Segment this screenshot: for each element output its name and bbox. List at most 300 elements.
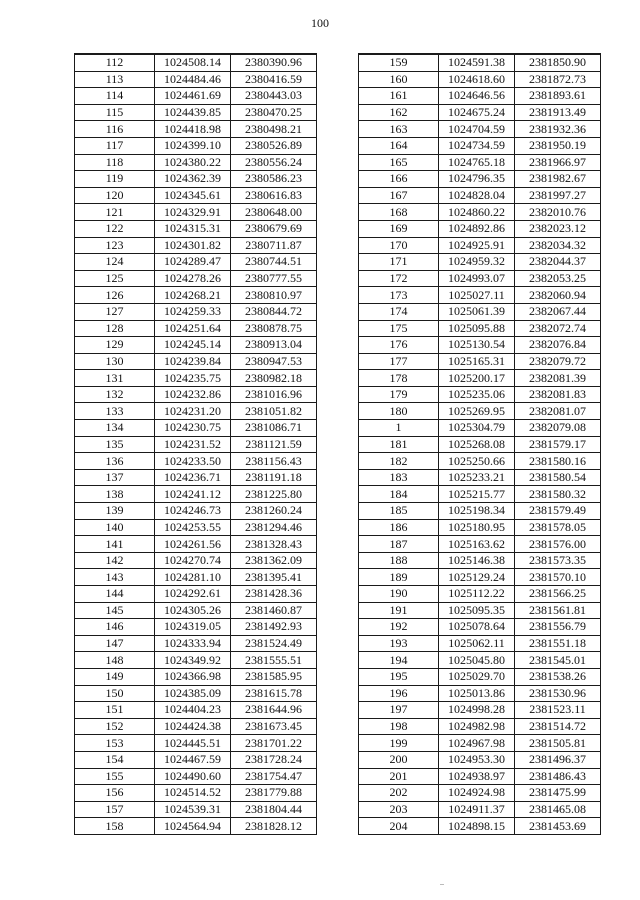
y-coordinate-cell: 2380586.23 <box>231 171 317 188</box>
table-row <box>75 353 317 370</box>
x-coordinate-cell: 1024230.75 <box>155 420 231 437</box>
table-row <box>359 536 601 553</box>
x-coordinate-cell: 1024938.97 <box>439 768 515 785</box>
point-number-cell: 204 <box>359 818 439 835</box>
table-row <box>359 486 601 503</box>
y-coordinate-cell: 2382023.12 <box>515 220 601 237</box>
table-row <box>359 569 601 586</box>
point-number-cell: 128 <box>75 320 155 337</box>
y-coordinate-cell: 2382044.37 <box>515 254 601 271</box>
point-number-cell: 180 <box>359 403 439 420</box>
x-coordinate-cell: 1025163.62 <box>439 536 515 553</box>
table-row <box>75 586 317 603</box>
point-number-cell: 140 <box>75 519 155 536</box>
y-coordinate-cell: 2381121.59 <box>231 436 317 453</box>
y-coordinate-cell: 2381728.24 <box>231 751 317 768</box>
x-coordinate-cell: 1024646.56 <box>439 88 515 105</box>
x-coordinate-cell: 1024484.46 <box>155 71 231 88</box>
y-coordinate-cell: 2381496.37 <box>515 751 601 768</box>
point-number-cell: 127 <box>75 303 155 320</box>
point-number-cell: 112 <box>75 54 155 71</box>
table-row <box>75 386 317 403</box>
x-coordinate-cell: 1024289.47 <box>155 254 231 271</box>
y-coordinate-cell: 2382067.44 <box>515 303 601 320</box>
point-number-cell: 172 <box>359 270 439 287</box>
x-coordinate-cell: 1024953.30 <box>439 751 515 768</box>
x-coordinate-cell: 1024231.20 <box>155 403 231 420</box>
table-row <box>359 88 601 105</box>
y-coordinate-cell: 2381524.49 <box>231 635 317 652</box>
x-coordinate-cell: 1024385.09 <box>155 685 231 702</box>
table-row <box>75 204 317 221</box>
point-number-cell: 195 <box>359 668 439 685</box>
table-row <box>359 735 601 752</box>
x-coordinate-cell: 1024439.85 <box>155 104 231 121</box>
point-number-cell: 1 <box>359 420 439 437</box>
y-coordinate-cell: 2381523.11 <box>515 702 601 719</box>
x-coordinate-cell: 1024467.59 <box>155 751 231 768</box>
y-coordinate-cell: 2382081.39 <box>515 370 601 387</box>
y-coordinate-cell: 2382076.84 <box>515 337 601 354</box>
table-row <box>75 104 317 121</box>
table-row <box>75 370 317 387</box>
point-number-cell: 147 <box>75 635 155 652</box>
y-coordinate-cell: 2381580.32 <box>515 486 601 503</box>
point-number-cell: 139 <box>75 503 155 520</box>
point-number-cell: 126 <box>75 287 155 304</box>
table-row <box>75 254 317 271</box>
point-number-cell: 132 <box>75 386 155 403</box>
point-number-cell: 187 <box>359 536 439 553</box>
point-number-cell: 175 <box>359 320 439 337</box>
y-coordinate-cell: 2381893.61 <box>515 88 601 105</box>
table-row <box>75 685 317 702</box>
y-coordinate-cell: 2381615.78 <box>231 685 317 702</box>
point-number-cell: 153 <box>75 735 155 752</box>
point-number-cell: 182 <box>359 453 439 470</box>
x-coordinate-cell: 1024349.92 <box>155 652 231 669</box>
table-row <box>359 453 601 470</box>
point-number-cell: 145 <box>75 602 155 619</box>
point-number-cell: 116 <box>75 121 155 138</box>
y-coordinate-cell: 2381573.35 <box>515 552 601 569</box>
x-coordinate-cell: 1024675.24 <box>439 104 515 121</box>
point-number-cell: 185 <box>359 503 439 520</box>
point-number-cell: 123 <box>75 237 155 254</box>
table-row <box>359 303 601 320</box>
y-coordinate-cell: 2381530.96 <box>515 685 601 702</box>
y-coordinate-cell: 2381580.54 <box>515 469 601 486</box>
x-coordinate-cell: 1024993.07 <box>439 270 515 287</box>
x-coordinate-cell: 1024233.50 <box>155 453 231 470</box>
y-coordinate-cell: 2381016.96 <box>231 386 317 403</box>
x-coordinate-cell: 1024236.71 <box>155 469 231 486</box>
y-coordinate-cell: 2381475.99 <box>515 785 601 802</box>
table-row <box>359 220 601 237</box>
table-row <box>359 403 601 420</box>
table-row <box>75 54 317 71</box>
x-coordinate-cell: 1024445.51 <box>155 735 231 752</box>
x-coordinate-cell: 1025215.77 <box>439 486 515 503</box>
point-number-cell: 202 <box>359 785 439 802</box>
y-coordinate-cell: 2381570.10 <box>515 569 601 586</box>
x-coordinate-cell: 1024967.98 <box>439 735 515 752</box>
x-coordinate-cell: 1024245.14 <box>155 337 231 354</box>
y-coordinate-cell: 2381051.82 <box>231 403 317 420</box>
point-number-cell: 144 <box>75 586 155 603</box>
y-coordinate-cell: 2381850.90 <box>515 54 601 71</box>
x-coordinate-cell: 1025013.86 <box>439 685 515 702</box>
point-number-cell: 197 <box>359 702 439 719</box>
table-row <box>75 552 317 569</box>
point-number-cell: 192 <box>359 619 439 636</box>
y-coordinate-cell: 2380443.03 <box>231 88 317 105</box>
y-coordinate-cell: 2381260.24 <box>231 503 317 520</box>
table-row <box>75 270 317 287</box>
y-coordinate-cell: 2381505.81 <box>515 735 601 752</box>
point-number-cell: 149 <box>75 668 155 685</box>
table-row <box>359 204 601 221</box>
point-number-cell: 130 <box>75 353 155 370</box>
x-coordinate-cell: 1025062.11 <box>439 635 515 652</box>
scan-artifact <box>440 884 444 885</box>
table-row <box>359 353 601 370</box>
x-coordinate-cell: 1024251.64 <box>155 320 231 337</box>
y-coordinate-cell: 2382079.08 <box>515 420 601 437</box>
table-row <box>75 187 317 204</box>
table-row <box>359 785 601 802</box>
table-row <box>359 337 601 354</box>
table-row <box>75 702 317 719</box>
y-coordinate-cell: 2380711.87 <box>231 237 317 254</box>
point-number-cell: 133 <box>75 403 155 420</box>
y-coordinate-cell: 2381566.25 <box>515 586 601 603</box>
coordinates-table-right <box>358 53 601 835</box>
point-number-cell: 113 <box>75 71 155 88</box>
table-row <box>75 519 317 536</box>
point-number-cell: 173 <box>359 287 439 304</box>
y-coordinate-cell: 2382079.72 <box>515 353 601 370</box>
point-number-cell: 150 <box>75 685 155 702</box>
point-number-cell: 119 <box>75 171 155 188</box>
table-row <box>359 586 601 603</box>
x-coordinate-cell: 1024424.38 <box>155 718 231 735</box>
table-row <box>359 137 601 154</box>
x-coordinate-cell: 1024253.55 <box>155 519 231 536</box>
table-row <box>75 287 317 304</box>
point-number-cell: 188 <box>359 552 439 569</box>
y-coordinate-cell: 2381578.05 <box>515 519 601 536</box>
y-coordinate-cell: 2380498.21 <box>231 121 317 138</box>
table-row <box>359 104 601 121</box>
coordinates-table-left <box>74 53 317 835</box>
table-row <box>359 270 601 287</box>
x-coordinate-cell: 1024231.52 <box>155 436 231 453</box>
x-coordinate-cell: 1024564.94 <box>155 818 231 835</box>
point-number-cell: 136 <box>75 453 155 470</box>
table-row <box>75 486 317 503</box>
point-number-cell: 186 <box>359 519 439 536</box>
x-coordinate-cell: 1024315.31 <box>155 220 231 237</box>
x-coordinate-cell: 1024239.84 <box>155 353 231 370</box>
x-coordinate-cell: 1024281.10 <box>155 569 231 586</box>
point-number-cell: 160 <box>359 71 439 88</box>
y-coordinate-cell: 2381453.69 <box>515 818 601 835</box>
point-number-cell: 199 <box>359 735 439 752</box>
x-coordinate-cell: 1024246.73 <box>155 503 231 520</box>
point-number-cell: 117 <box>75 137 155 154</box>
table-row <box>75 71 317 88</box>
y-coordinate-cell: 2382072.74 <box>515 320 601 337</box>
y-coordinate-cell: 2380616.83 <box>231 187 317 204</box>
point-number-cell: 151 <box>75 702 155 719</box>
y-coordinate-cell: 2381556.79 <box>515 619 601 636</box>
x-coordinate-cell: 1025146.38 <box>439 552 515 569</box>
y-coordinate-cell: 2382060.94 <box>515 287 601 304</box>
table-row <box>75 171 317 188</box>
x-coordinate-cell: 1024235.75 <box>155 370 231 387</box>
point-number-cell: 141 <box>75 536 155 553</box>
table-row <box>75 668 317 685</box>
y-coordinate-cell: 2380947.53 <box>231 353 317 370</box>
y-coordinate-cell: 2381545.01 <box>515 652 601 669</box>
table-row <box>75 619 317 636</box>
x-coordinate-cell: 1025095.88 <box>439 320 515 337</box>
x-coordinate-cell: 1025304.79 <box>439 420 515 437</box>
y-coordinate-cell: 2381156.43 <box>231 453 317 470</box>
table-row <box>75 503 317 520</box>
x-coordinate-cell: 1024292.61 <box>155 586 231 603</box>
x-coordinate-cell: 1025269.95 <box>439 403 515 420</box>
point-number-cell: 190 <box>359 586 439 603</box>
table-row <box>75 469 317 486</box>
x-coordinate-cell: 1024461.69 <box>155 88 231 105</box>
x-coordinate-cell: 1024270.74 <box>155 552 231 569</box>
point-number-cell: 120 <box>75 187 155 204</box>
point-number-cell: 169 <box>359 220 439 237</box>
x-coordinate-cell: 1025180.95 <box>439 519 515 536</box>
x-coordinate-cell: 1024278.26 <box>155 270 231 287</box>
table-row <box>75 635 317 652</box>
y-coordinate-cell: 2381294.46 <box>231 519 317 536</box>
table-row <box>359 702 601 719</box>
point-number-cell: 179 <box>359 386 439 403</box>
x-coordinate-cell: 1024514.52 <box>155 785 231 802</box>
table-row <box>359 54 601 71</box>
point-number-cell: 166 <box>359 171 439 188</box>
table-row <box>75 237 317 254</box>
table-row <box>359 519 601 536</box>
x-coordinate-cell: 1024301.82 <box>155 237 231 254</box>
y-coordinate-cell: 2382034.32 <box>515 237 601 254</box>
table-row <box>359 320 601 337</box>
point-number-cell: 135 <box>75 436 155 453</box>
y-coordinate-cell: 2380982.18 <box>231 370 317 387</box>
y-coordinate-cell: 2381913.49 <box>515 104 601 121</box>
x-coordinate-cell: 1024418.98 <box>155 121 231 138</box>
table-row <box>75 602 317 619</box>
x-coordinate-cell: 1024362.39 <box>155 171 231 188</box>
y-coordinate-cell: 2381551.18 <box>515 635 601 652</box>
y-coordinate-cell: 2380390.96 <box>231 54 317 71</box>
table-row <box>359 635 601 652</box>
x-coordinate-cell: 1024591.38 <box>439 54 515 71</box>
table-row <box>359 469 601 486</box>
point-number-cell: 178 <box>359 370 439 387</box>
x-coordinate-cell: 1024765.18 <box>439 154 515 171</box>
point-number-cell: 138 <box>75 486 155 503</box>
x-coordinate-cell: 1024959.32 <box>439 254 515 271</box>
x-coordinate-cell: 1025200.17 <box>439 370 515 387</box>
point-number-cell: 170 <box>359 237 439 254</box>
y-coordinate-cell: 2380526.89 <box>231 137 317 154</box>
table-row <box>359 121 601 138</box>
point-number-cell: 193 <box>359 635 439 652</box>
page-number: 100 <box>311 16 329 30</box>
x-coordinate-cell: 1024828.04 <box>439 187 515 204</box>
table-row <box>359 801 601 818</box>
point-number-cell: 152 <box>75 718 155 735</box>
table-row <box>75 818 317 835</box>
table-row <box>75 436 317 453</box>
table-row <box>359 237 601 254</box>
y-coordinate-cell: 2381754.47 <box>231 768 317 785</box>
y-coordinate-cell: 2380648.00 <box>231 204 317 221</box>
table-row <box>75 121 317 138</box>
point-number-cell: 124 <box>75 254 155 271</box>
point-number-cell: 165 <box>359 154 439 171</box>
point-number-cell: 156 <box>75 785 155 802</box>
y-coordinate-cell: 2381465.08 <box>515 801 601 818</box>
y-coordinate-cell: 2381492.93 <box>231 619 317 636</box>
point-number-cell: 137 <box>75 469 155 486</box>
table-row <box>75 768 317 785</box>
table-row <box>359 154 601 171</box>
point-number-cell: 115 <box>75 104 155 121</box>
point-number-cell: 174 <box>359 303 439 320</box>
point-number-cell: 121 <box>75 204 155 221</box>
x-coordinate-cell: 1024366.98 <box>155 668 231 685</box>
x-coordinate-cell: 1025198.34 <box>439 503 515 520</box>
y-coordinate-cell: 2382010.76 <box>515 204 601 221</box>
x-coordinate-cell: 1024892.86 <box>439 220 515 237</box>
y-coordinate-cell: 2380913.04 <box>231 337 317 354</box>
table-row <box>359 187 601 204</box>
y-coordinate-cell: 2381585.95 <box>231 668 317 685</box>
x-coordinate-cell: 1025078.64 <box>439 619 515 636</box>
x-coordinate-cell: 1024924.98 <box>439 785 515 802</box>
x-coordinate-cell: 1024898.15 <box>439 818 515 835</box>
point-number-cell: 154 <box>75 751 155 768</box>
table-row <box>359 254 601 271</box>
table-row <box>75 453 317 470</box>
point-number-cell: 194 <box>359 652 439 669</box>
table-row <box>359 420 601 437</box>
point-number-cell: 200 <box>359 751 439 768</box>
x-coordinate-cell: 1025235.06 <box>439 386 515 403</box>
table-row <box>75 569 317 586</box>
table-row <box>359 652 601 669</box>
x-coordinate-cell: 1024704.59 <box>439 121 515 138</box>
y-coordinate-cell: 2380416.59 <box>231 71 317 88</box>
point-number-cell: 162 <box>359 104 439 121</box>
point-number-cell: 196 <box>359 685 439 702</box>
x-coordinate-cell: 1024319.05 <box>155 619 231 636</box>
x-coordinate-cell: 1024261.56 <box>155 536 231 553</box>
x-coordinate-cell: 1024925.91 <box>439 237 515 254</box>
table-row <box>75 403 317 420</box>
x-coordinate-cell: 1025130.54 <box>439 337 515 354</box>
y-coordinate-cell: 2381932.36 <box>515 121 601 138</box>
y-coordinate-cell: 2381966.97 <box>515 154 601 171</box>
table-row <box>75 785 317 802</box>
y-coordinate-cell: 2381191.18 <box>231 469 317 486</box>
y-coordinate-cell: 2381579.17 <box>515 436 601 453</box>
point-number-cell: 158 <box>75 818 155 835</box>
y-coordinate-cell: 2381673.45 <box>231 718 317 735</box>
x-coordinate-cell: 1025165.31 <box>439 353 515 370</box>
x-coordinate-cell: 1024333.94 <box>155 635 231 652</box>
point-number-cell: 171 <box>359 254 439 271</box>
table-row <box>359 668 601 685</box>
table-row <box>359 619 601 636</box>
point-number-cell: 183 <box>359 469 439 486</box>
x-coordinate-cell: 1024329.91 <box>155 204 231 221</box>
point-number-cell: 155 <box>75 768 155 785</box>
y-coordinate-cell: 2381779.88 <box>231 785 317 802</box>
x-coordinate-cell: 1024241.12 <box>155 486 231 503</box>
y-coordinate-cell: 2380744.51 <box>231 254 317 271</box>
point-number-cell: 146 <box>75 619 155 636</box>
x-coordinate-cell: 1025045.80 <box>439 652 515 669</box>
table-row <box>75 88 317 105</box>
x-coordinate-cell: 1024796.35 <box>439 171 515 188</box>
y-coordinate-cell: 2381328.43 <box>231 536 317 553</box>
table-row <box>75 652 317 669</box>
table-row <box>359 768 601 785</box>
point-number-cell: 201 <box>359 768 439 785</box>
point-number-cell: 125 <box>75 270 155 287</box>
y-coordinate-cell: 2381460.87 <box>231 602 317 619</box>
x-coordinate-cell: 1024860.22 <box>439 204 515 221</box>
table-row <box>75 303 317 320</box>
y-coordinate-cell: 2381561.81 <box>515 602 601 619</box>
y-coordinate-cell: 2382081.07 <box>515 403 601 420</box>
y-coordinate-cell: 2381395.41 <box>231 569 317 586</box>
x-coordinate-cell: 1024232.86 <box>155 386 231 403</box>
table-row <box>75 320 317 337</box>
table-row <box>359 71 601 88</box>
x-coordinate-cell: 1025268.08 <box>439 436 515 453</box>
x-coordinate-cell: 1024911.37 <box>439 801 515 818</box>
x-coordinate-cell: 1024490.60 <box>155 768 231 785</box>
y-coordinate-cell: 2380679.69 <box>231 220 317 237</box>
x-coordinate-cell: 1025027.11 <box>439 287 515 304</box>
table-row <box>359 503 601 520</box>
point-number-cell: 177 <box>359 353 439 370</box>
point-number-cell: 142 <box>75 552 155 569</box>
x-coordinate-cell: 1025112.22 <box>439 586 515 603</box>
x-coordinate-cell: 1024345.61 <box>155 187 231 204</box>
y-coordinate-cell: 2381576.00 <box>515 536 601 553</box>
table-row <box>359 436 601 453</box>
point-number-cell: 114 <box>75 88 155 105</box>
x-coordinate-cell: 1025250.66 <box>439 453 515 470</box>
point-number-cell: 159 <box>359 54 439 71</box>
x-coordinate-cell: 1024982.98 <box>439 718 515 735</box>
y-coordinate-cell: 2381580.16 <box>515 453 601 470</box>
point-number-cell: 203 <box>359 801 439 818</box>
